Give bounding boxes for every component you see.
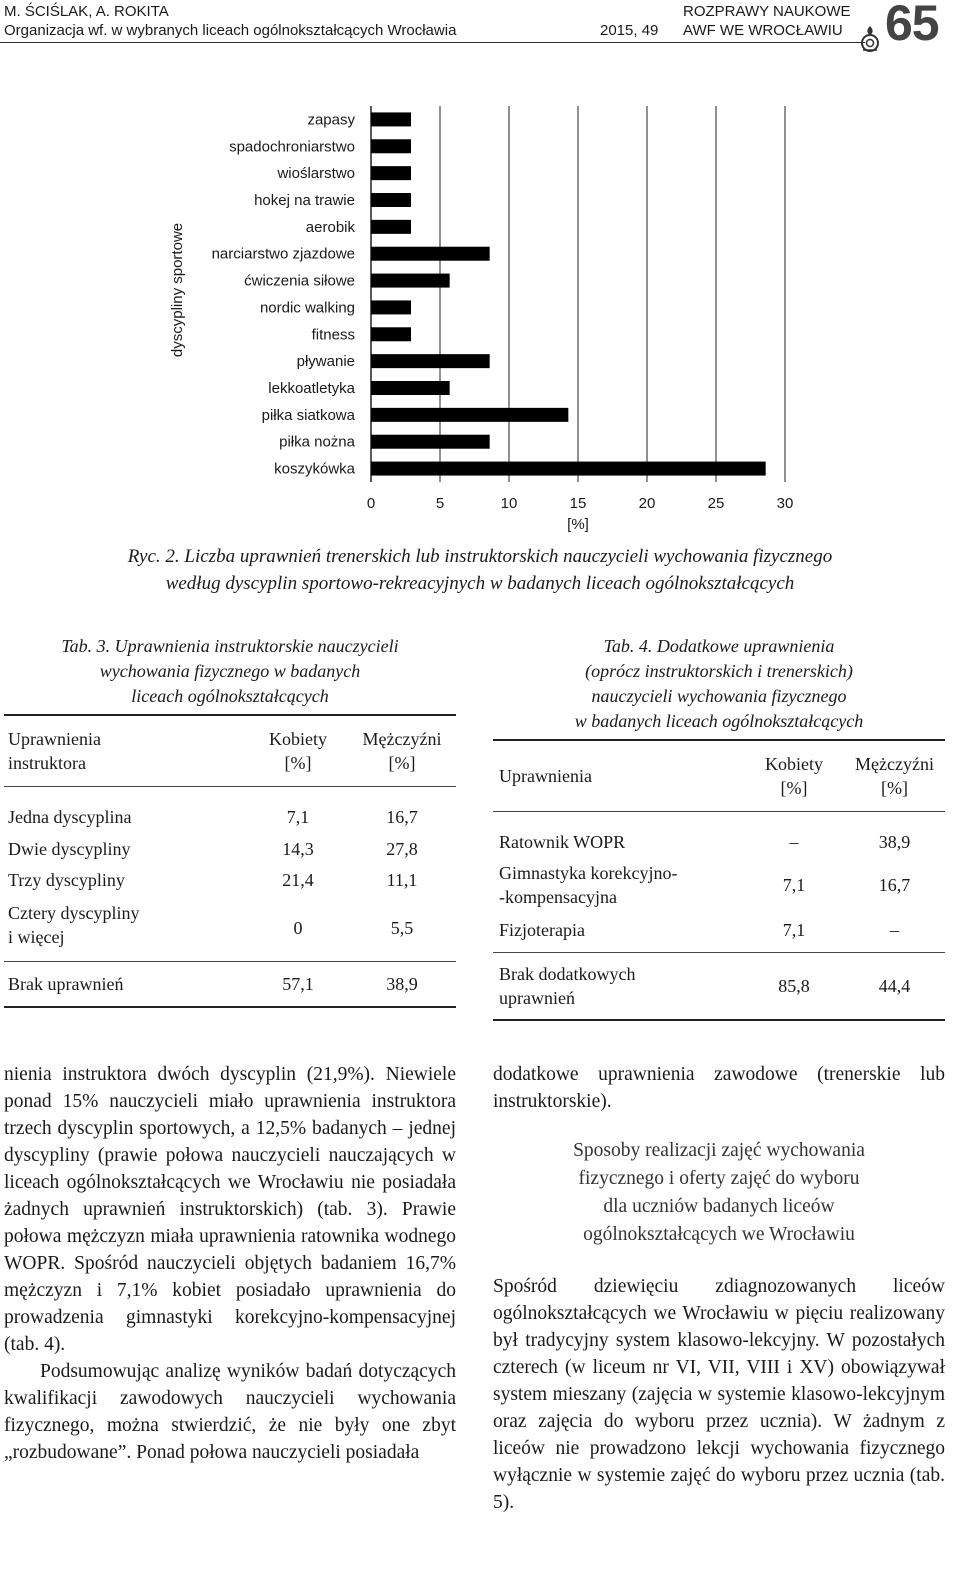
table-row bbox=[493, 912, 945, 953]
header-running-title: Organizacja wf. w wybranych liceach ogólnokształcących Wrocławia bbox=[4, 22, 457, 39]
table-3 bbox=[4, 634, 456, 1008]
table-3-cell-men: 16,7 bbox=[386, 807, 418, 827]
chart-category-labels bbox=[212, 111, 356, 477]
chart-bar bbox=[371, 220, 411, 234]
table-3-row-label: Jedna dyscyplina bbox=[8, 807, 132, 827]
chart-x-tick-label: 25 bbox=[707, 495, 725, 512]
table-4-head-col1: Uprawnienia bbox=[493, 740, 744, 812]
table-3-caption-line2: wychowania fizycznego w badanych bbox=[99, 661, 361, 681]
body-left-paragraph-1: nienia instruktora dwóch dyscyplin (21,9%). Niewiele ponad 15% nauczycieli miało uprawnienia instruktora trzech dyscyplin sportowych, a 12,5% badanych – jednej dyscypliny (prawie połowa nauczycieli nauczających w liceach ogólnokształcących we Wrocławiu nie posiadała żadnych uprawnień instruktorskich) (tab. 3). Prawie połowa mężczyzn miała uprawnienia ratownika wodnego WOPR. Spośród nauczycieli objętych badaniem 16,7% mężczyzn i 7,1% kobiet posiadało uprawnienia do prowadzenia gimnastyki korekcyjno-kompensacyjnej (tab. 4). bbox=[4, 1064, 456, 1355]
table-3-cell-men: 38,9 bbox=[348, 962, 456, 1008]
section-heading-line4: ogólnokształcących we Wrocławiu bbox=[583, 1224, 855, 1245]
table-4-caption bbox=[493, 634, 945, 734]
chart-category-label: nordic walking bbox=[259, 299, 355, 317]
table-4-caption-line3: nauczycieli wychowania fizycznego bbox=[591, 686, 847, 706]
table-4-head-col2 bbox=[744, 740, 844, 812]
chart-category-label: koszykówka bbox=[274, 460, 355, 478]
table-4-cell-men: – bbox=[844, 912, 945, 953]
chart-bar bbox=[371, 112, 411, 126]
chart-category-label: pływanie bbox=[296, 353, 355, 371]
table-3-row-label-line1: Cztery dyscypliny bbox=[8, 903, 140, 923]
university-logo-icon bbox=[859, 24, 881, 54]
chart-x-tick-label: 30 bbox=[776, 495, 794, 512]
table-4-row-label-line1: Brak dodatkowych bbox=[499, 964, 636, 984]
table-row bbox=[493, 858, 945, 912]
table-4-cell-women: – bbox=[789, 832, 799, 852]
chart-bar bbox=[371, 300, 411, 314]
table-3-caption-line3: liceach ogólnokształcących bbox=[131, 686, 329, 706]
table-row bbox=[4, 962, 456, 1008]
table-3-header-row bbox=[4, 715, 456, 787]
chart-bar bbox=[371, 193, 411, 207]
table-4-row-label: Ratownik WOPR bbox=[499, 832, 626, 852]
body-column-left bbox=[4, 1061, 456, 1466]
table-4-cell-women: 7,1 bbox=[782, 875, 806, 895]
chart-x-tick-label: 20 bbox=[638, 495, 656, 512]
table-4-cell-men: 38,9 bbox=[878, 832, 911, 852]
figure-caption-line1: Ryc. 2. Liczba uprawnień trenerskich lub instruktorskich nauczycieli wychowania fizycznego bbox=[127, 546, 833, 567]
table-4-grid bbox=[493, 739, 945, 1021]
chart-x-tick-label: 0 bbox=[366, 495, 376, 512]
table-row bbox=[4, 833, 456, 864]
table-4-row-label bbox=[493, 858, 744, 912]
chart-bar bbox=[371, 462, 766, 476]
table-4-caption-line4: w badanych liceach ogólnokształcących bbox=[574, 711, 864, 731]
table-4-head-col3-line2: [%] bbox=[881, 778, 908, 798]
chart-tick-labels bbox=[367, 495, 794, 512]
chart-bar bbox=[371, 435, 490, 449]
table-3-head-col3-line1: Mężczyźni bbox=[362, 729, 442, 749]
chart-category-label: aerobik bbox=[305, 218, 355, 236]
table-3-cell-women: 0 bbox=[248, 895, 348, 962]
table-4-row-label-line1: Gimnastyka korekcyjno- bbox=[499, 863, 678, 883]
table-3-grid bbox=[4, 714, 456, 1008]
table-3-head-col1-line1: Uprawnienia bbox=[8, 729, 101, 749]
table-4-row-label-line2: -kompensacyjna bbox=[499, 887, 617, 907]
chart-bar bbox=[371, 327, 411, 341]
chart-category-label: lekkoatletyka bbox=[268, 380, 355, 397]
table-3-caption-line1: Tab. 3. Uprawnienia instruktorskie nauczycieli bbox=[61, 636, 399, 656]
running-header-left bbox=[4, 2, 456, 40]
table-4-head-col2-line1: Kobiety bbox=[765, 754, 823, 774]
chart-category-label: zapasy bbox=[307, 111, 355, 129]
table-row bbox=[4, 787, 456, 834]
chart-category-label: ćwiczenia siłowe bbox=[244, 272, 355, 290]
table-row bbox=[493, 953, 945, 1021]
table-3-head-col2 bbox=[248, 715, 348, 787]
table-3-head-col1 bbox=[4, 715, 248, 787]
chart-category-label: hokej na trawie bbox=[254, 192, 355, 209]
figure-caption bbox=[0, 543, 960, 597]
table-3-cell-women: 7,1 bbox=[286, 807, 310, 827]
chart-category-label: wioślarstwo bbox=[277, 165, 355, 183]
section-heading bbox=[493, 1137, 945, 1249]
table-3-cell-men: 11,1 bbox=[386, 869, 418, 890]
table-3-head-col1-line2: instruktora bbox=[8, 753, 86, 773]
table-3-cell-men: 5,5 bbox=[348, 895, 456, 962]
page-number: 65 bbox=[885, 0, 939, 51]
table-4-caption-line1: Tab. 4. Dodatkowe uprawnienia bbox=[603, 636, 835, 656]
table-4-head-col2-line2: [%] bbox=[780, 778, 808, 798]
table-3-head-col3 bbox=[348, 715, 456, 787]
chart-category-label: spadochroniarstwo bbox=[229, 138, 355, 156]
chart-gridlines bbox=[371, 106, 785, 482]
chart-category-label: piłka siatkowa bbox=[261, 406, 355, 424]
table-4-cell-men: 16,7 bbox=[878, 875, 911, 895]
body-left-paragraph-2: Podsumowując analizę wyników badań dotyczących kwalifikacji zawodowych nauczycieli wychowania fizycznego, można stwierdzić, że nie były one zbyt „rozbudowane”. Ponad połowa nauczycieli posiadała bbox=[4, 1361, 456, 1463]
chart-bars bbox=[371, 112, 766, 475]
table-3-row-label bbox=[4, 895, 248, 962]
table-4-row-label-line2: uprawnień bbox=[499, 988, 575, 1008]
table-3-head-col2-line2: [%] bbox=[284, 753, 312, 773]
table-3-cell-men: 27,8 bbox=[386, 838, 418, 859]
chart-bar bbox=[371, 274, 450, 288]
figure-caption-line2: według dyscyplin sportowo-rekreacyjnych w badanych liceach ogólnokształcących bbox=[165, 573, 795, 594]
table-3-cell-women: 14,3 bbox=[282, 838, 314, 859]
table-4-caption-line2: (oprócz instruktorskich i trenerskich) bbox=[585, 661, 853, 681]
header-issue: 2015, 49 bbox=[600, 22, 659, 39]
table-3-head-col2-line1: Kobiety bbox=[269, 729, 327, 749]
table-3-row-label: Brak uprawnień bbox=[4, 962, 248, 1008]
table-4-row-label bbox=[493, 953, 744, 1021]
table-4-head-col3-line1: Mężczyźni bbox=[855, 754, 934, 774]
chart-category-label: fitness bbox=[311, 326, 355, 344]
table-3-cell-women: 21,4 bbox=[282, 869, 314, 890]
table-3-row-label: Dwie dyscypliny bbox=[8, 838, 131, 859]
table-row bbox=[493, 812, 945, 859]
section-heading-line2: fizycznego i oferty zajęć do wyboru bbox=[578, 1168, 860, 1189]
chart-bar bbox=[371, 408, 568, 422]
chart-bar bbox=[371, 381, 450, 395]
table-4-row-label: Fizjoterapia bbox=[493, 912, 744, 953]
table-4-header-row bbox=[493, 740, 945, 812]
header-journal-line1: ROZPRAWY NAUKOWE bbox=[683, 3, 851, 20]
section-heading-line1: Sposoby realizacji zajęć wychowania bbox=[573, 1140, 865, 1161]
chart-x-axis-label: [%] bbox=[567, 516, 589, 533]
body-right-paragraph-1: dodatkowe uprawnienia zawodowe (trenerskie lub instruktorskie). bbox=[493, 1064, 945, 1112]
header-authors: M. ŚCIŚLAK, A. ROKITA bbox=[4, 3, 169, 20]
table-3-caption bbox=[4, 634, 456, 709]
body-right-paragraph-2: Spośród dziewięciu zdiagnozowanych liceów ogólnokształcących we Wrocławiu w pięciu realizowany był tradycyjny system klasowo-lekcyjny. W pozostałych czterech (w liceum nr VI, VII, VIII i XV) obowiązywał system mieszany (zajęcia w systemie klasowo-lekcyjnym oraz zajęcia do wyboru przez ucznia). W żadnym z liceów nie prowadzono lekcji wychowania fizycznego wyłącznie w systemie zajęć do wyboru przez ucznia (tab. 5). bbox=[493, 1276, 945, 1513]
chart-category-label: piłka nożna bbox=[279, 433, 355, 451]
chart-bar bbox=[371, 247, 490, 261]
table-4-cell-men: 44,4 bbox=[844, 953, 945, 1021]
chart-x-tick-label: 15 bbox=[569, 495, 587, 512]
table-4-cell-women: 85,8 bbox=[744, 953, 844, 1021]
section-heading-line3: dla uczniów badanych liceów bbox=[603, 1196, 835, 1217]
table-4 bbox=[493, 634, 945, 1021]
table-3-head-col3-line2: [%] bbox=[388, 753, 416, 773]
chart-bar bbox=[371, 354, 490, 368]
chart-bar bbox=[371, 166, 411, 180]
table-4-head-col3 bbox=[844, 740, 945, 812]
table-row bbox=[4, 895, 456, 962]
body-column-right bbox=[493, 1061, 945, 1516]
chart-y-axis-label: dyscypliny sportowe bbox=[169, 222, 186, 358]
table-4-cell-women: 7,1 bbox=[744, 912, 844, 953]
header-journal-line2: AWF WE WROCŁAWIU bbox=[683, 22, 843, 39]
table-3-row-label: Trzy dyscypliny bbox=[8, 869, 125, 890]
header-rule bbox=[0, 42, 865, 43]
table-3-row-label-line2: i więcej bbox=[8, 927, 65, 947]
bar-chart bbox=[0, 80, 960, 540]
chart-bar bbox=[371, 139, 411, 153]
table-row bbox=[4, 864, 456, 895]
chart-category-label: narciarstwo zjazdowe bbox=[211, 245, 355, 263]
table-3-cell-women: 57,1 bbox=[248, 962, 348, 1008]
running-header-right bbox=[683, 2, 851, 40]
chart-x-tick-label: 10 bbox=[500, 495, 518, 512]
chart-x-tick-label: 5 bbox=[435, 495, 445, 512]
